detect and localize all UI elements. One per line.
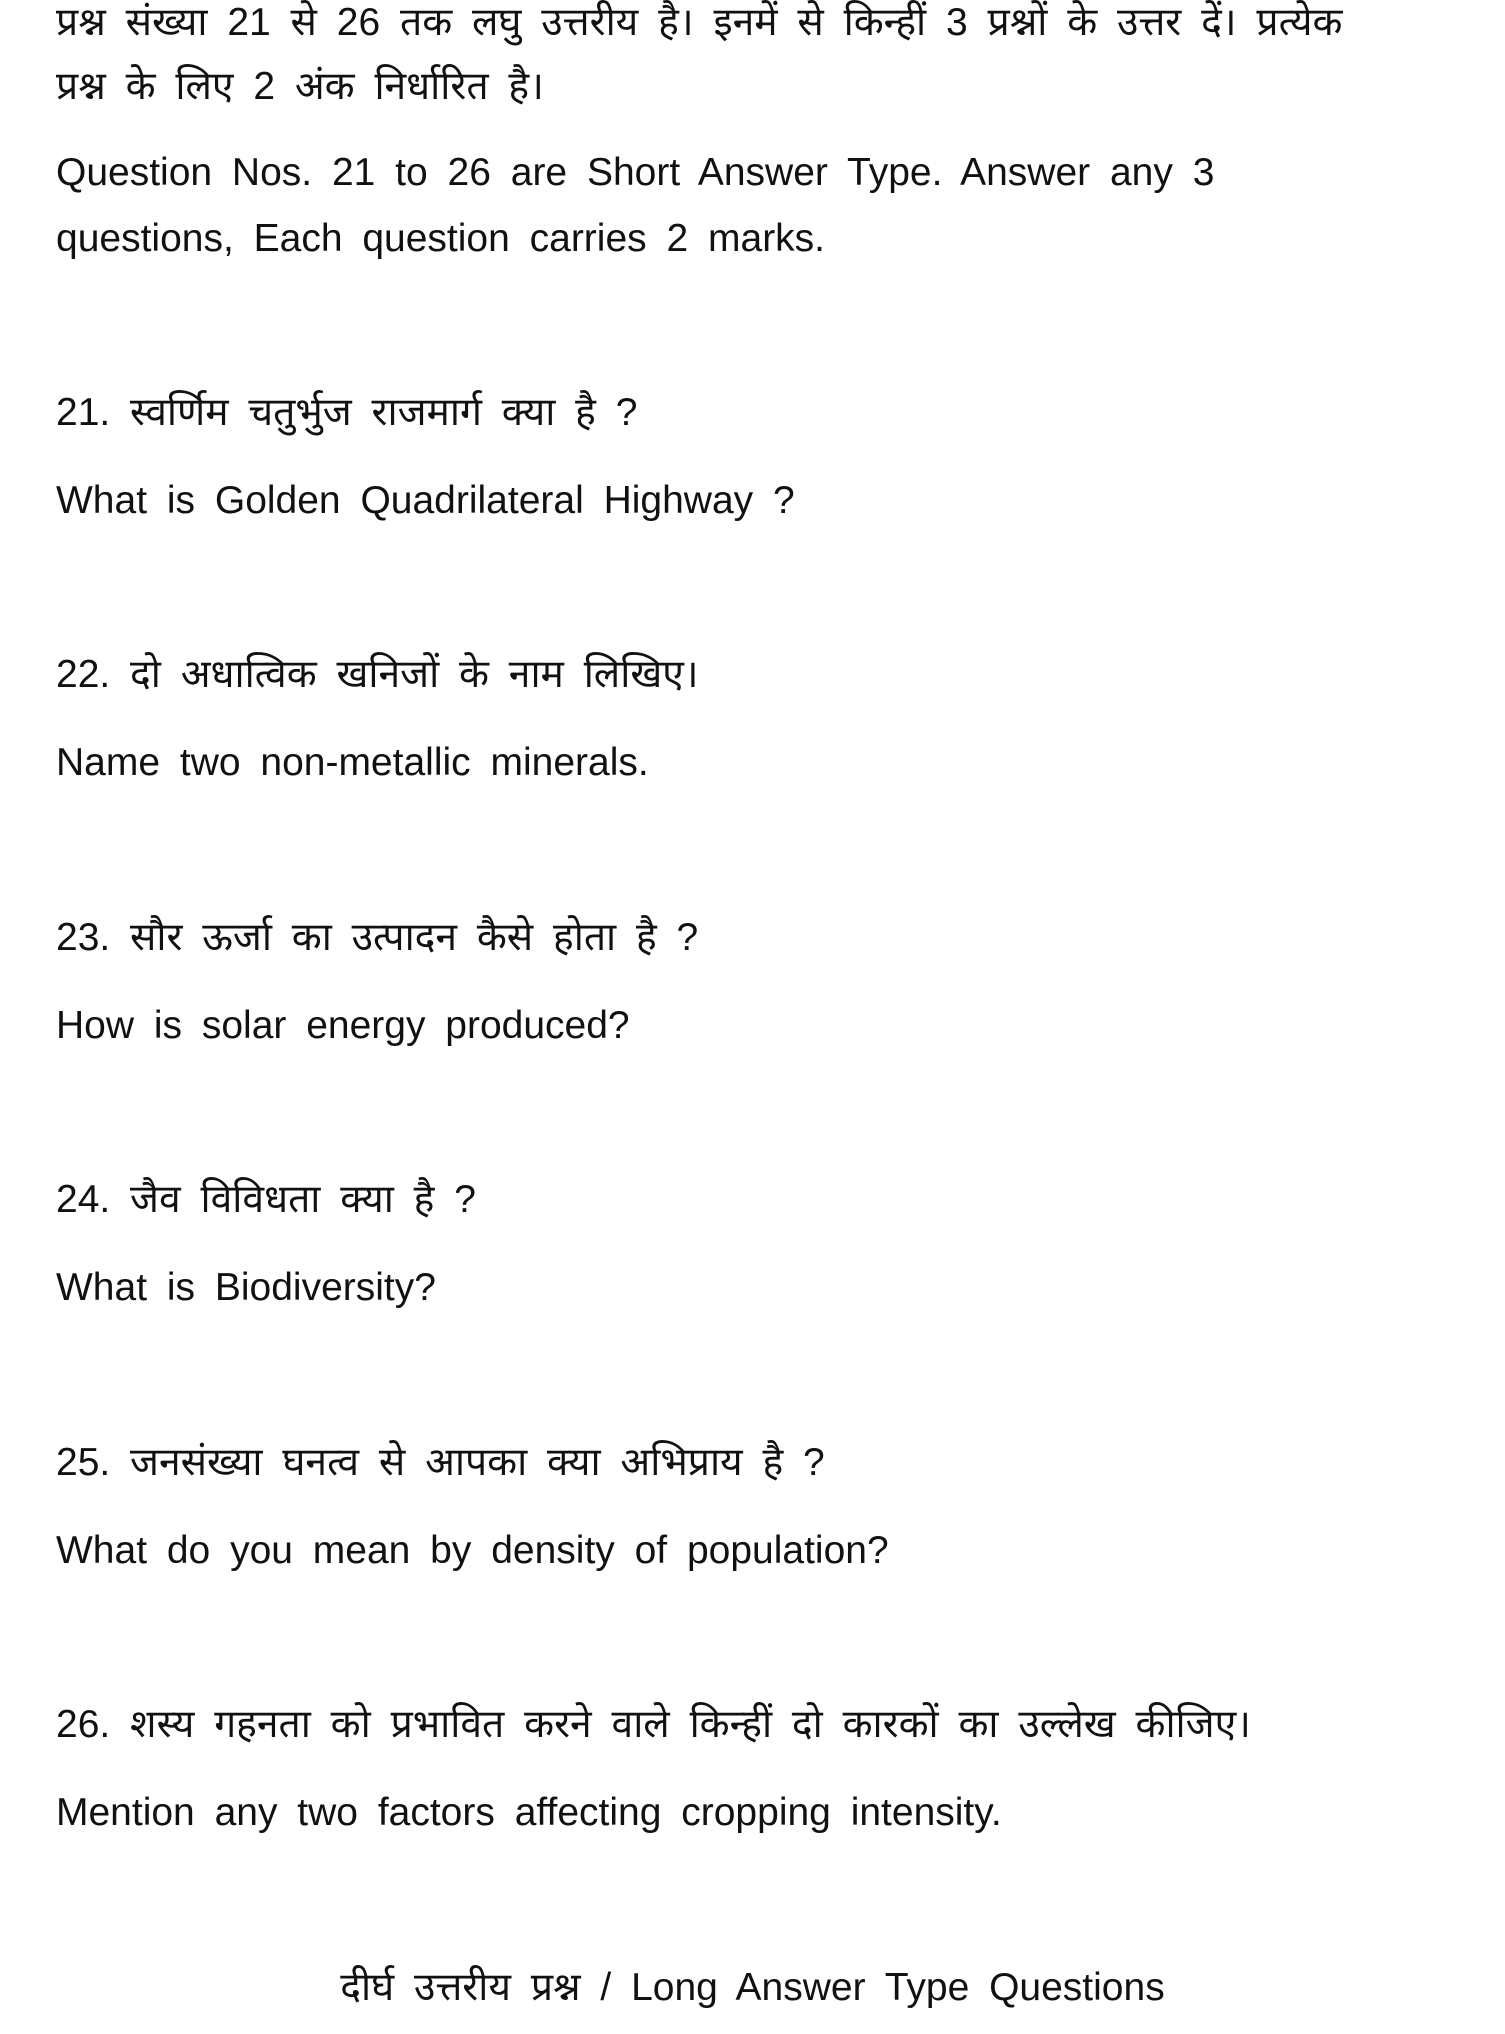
question-hindi: 26. शस्य गहनता को प्रभावित करने वाले किन्हीं दो कारकों का उल्लेख कीजिए।: [56, 1703, 1251, 1746]
question-english: What do you mean by density of population?: [56, 1529, 889, 1572]
section-heading: दीर्घ उत्तरीय प्रश्न / Long Answer Type Questions: [340, 1966, 1165, 2009]
question-hindi: 22. दो अधात्विक खनिजों के नाम लिखिए।: [56, 653, 699, 696]
question-english: Name two non-metallic minerals.: [56, 741, 649, 784]
question-hindi: 24. जैव विविधता क्या है ?: [56, 1178, 476, 1221]
question-hindi: 25. जनसंख्या घनत्व से आपका क्या अभिप्राय है ?: [56, 1441, 825, 1484]
question-english: Mention any two factors affecting cropping intensity.: [56, 1791, 1002, 1834]
question-hindi: 23. सौर ऊर्जा का उत्पादन कैसे होता है ?: [56, 916, 699, 959]
instruction-hindi-line-2: प्रश्न के लिए 2 अंक निर्धारित है।: [56, 65, 544, 108]
question-english: What is Golden Quadrilateral Highway ?: [56, 479, 795, 522]
question-hindi: 21. स्वर्णिम चतुर्भुज राजमार्ग क्या है ?: [56, 391, 638, 434]
instruction-english-line-2: questions, Each question carries 2 marks.: [56, 217, 826, 260]
instruction-hindi-line-1: प्रश्न संख्या 21 से 26 तक लघु उत्तरीय है। इनमें से किन्हीं 3 प्रश्नों के उत्तर दें। प्रत्येक: [56, 1, 1343, 44]
instruction-english-line-1: Question Nos. 21 to 26 are Short Answer Type. Answer any 3: [56, 151, 1215, 194]
question-english: How is solar energy produced?: [56, 1004, 630, 1047]
question-english: What is Biodiversity?: [56, 1266, 436, 1309]
